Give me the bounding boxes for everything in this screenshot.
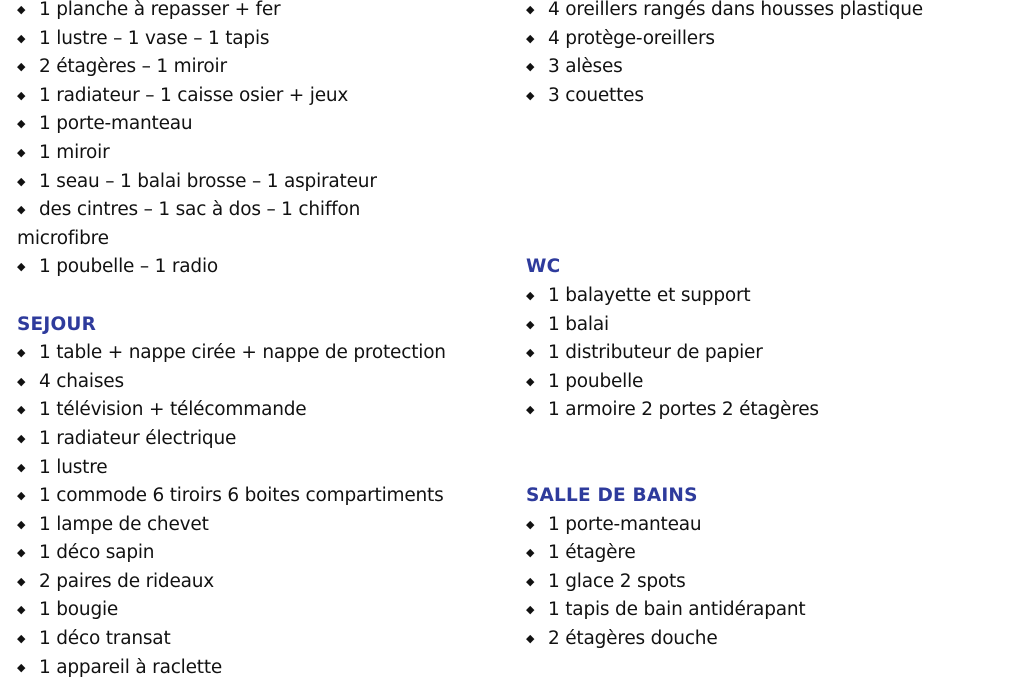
bullet-icon: ◆: [17, 374, 26, 388]
list-item-text: 1 porte-manteau: [548, 513, 702, 535]
list-item-text: 1 étagère: [548, 542, 636, 564]
bullet-icon: ◆: [17, 517, 26, 531]
list-item: [526, 53, 1016, 82]
list-item: [17, 654, 512, 682]
list-item: [17, 339, 512, 368]
bullet-icon: ◆: [17, 3, 26, 16]
list-item: [17, 368, 512, 397]
list-item: [526, 0, 1016, 25]
bullet-icon: ◆: [526, 517, 535, 531]
list-item-text: 1 table + nappe cirée + nappe de protection: [39, 342, 446, 364]
bullet-icon: ◆: [526, 346, 535, 360]
list-item: [17, 511, 512, 540]
bullet-icon: ◆: [17, 203, 26, 217]
bullet-icon: ◆: [17, 660, 26, 674]
list-item: [17, 454, 512, 483]
bullet-icon: ◆: [526, 317, 535, 331]
bullet-icon: ◆: [526, 374, 535, 388]
sejour-list: [17, 339, 512, 682]
list-item: [17, 25, 512, 54]
salle-de-bains-list: [526, 511, 1016, 654]
list-item: [526, 568, 1016, 597]
list-item-text: 1 commode 6 tiroirs 6 boites compartiments: [39, 485, 444, 507]
list-item-text: 1 déco transat: [39, 628, 171, 650]
list-item: [17, 110, 512, 139]
bullet-icon: ◆: [526, 546, 535, 560]
list-item-text: 3 alèses: [548, 56, 623, 78]
bullet-icon: ◆: [526, 632, 535, 646]
bullet-icon: ◆: [526, 403, 535, 417]
bullet-icon: ◆: [17, 117, 26, 131]
list-item: [17, 625, 512, 654]
bullet-icon: ◆: [17, 346, 26, 360]
list-item: [17, 425, 512, 454]
list-item: [526, 282, 1016, 311]
list-item: [526, 82, 1016, 111]
list-item: [526, 368, 1016, 397]
left-column: [17, 0, 512, 682]
list-item-text: 1 lustre – 1 vase – 1 tapis: [39, 27, 270, 49]
bullet-icon: ◆: [526, 574, 535, 588]
right-top-list: [526, 0, 1016, 110]
list-item: [17, 596, 512, 625]
section-heading-salle-de-bains: SALLE DE BAINS: [526, 485, 698, 507]
list-item-text: 1 balai: [548, 313, 609, 335]
list-item-text: 1 tapis de bain antidérapant: [548, 599, 806, 621]
list-item: [17, 396, 512, 425]
list-item-text: 2 étagères – 1 miroir: [39, 56, 227, 78]
list-item-continuation: microfibre: [17, 227, 109, 249]
list-item-text: 1 lampe de chevet: [39, 513, 209, 535]
list-item: [17, 139, 512, 168]
list-item-text: 1 miroir: [39, 141, 110, 163]
list-item: [526, 596, 1016, 625]
bullet-icon: ◆: [17, 603, 26, 617]
list-item-text: 4 protège-oreillers: [548, 27, 715, 49]
list-item: [17, 168, 512, 197]
bullet-icon: ◆: [526, 60, 535, 74]
list-item: [526, 339, 1016, 368]
bullet-icon: ◆: [526, 3, 535, 16]
list-item-text: 1 télévision + télécommande: [39, 399, 307, 421]
bullet-icon: ◆: [17, 546, 26, 560]
list-item-text: 2 étagères douche: [548, 628, 718, 650]
wc-list: [526, 282, 1016, 425]
list-item-text: 1 appareil à raclette: [39, 656, 223, 678]
list-item-text: 1 porte-manteau: [39, 113, 193, 135]
list-item-text: 1 balayette et support: [548, 284, 751, 306]
right-column: [526, 0, 1016, 654]
list-item: [526, 311, 1016, 340]
bullet-icon: ◆: [526, 603, 535, 617]
list-item: [526, 511, 1016, 540]
bullet-icon: ◆: [17, 145, 26, 159]
bullet-icon: ◆: [17, 489, 26, 503]
list-item-text: 1 déco sapin: [39, 542, 155, 564]
list-item-text: 4 chaises: [39, 370, 124, 392]
list-item-text: 1 armoire 2 portes 2 étagères: [548, 399, 819, 421]
list-item-text: 1 poubelle: [548, 370, 644, 392]
bullet-icon: ◆: [17, 31, 26, 45]
bullet-icon: ◆: [17, 574, 26, 588]
bullet-icon: ◆: [17, 174, 26, 188]
bullet-icon: ◆: [17, 260, 26, 274]
left-top-list: [17, 0, 512, 196]
list-item: [17, 568, 512, 597]
section-heading-sejour: SEJOUR: [17, 313, 97, 335]
section-heading-wc: WC: [526, 256, 561, 278]
list-item: [17, 82, 512, 111]
list-item: [17, 539, 512, 568]
bullet-icon: ◆: [526, 31, 535, 45]
list-item: [526, 539, 1016, 568]
list-item-text: 1 poubelle – 1 radio: [39, 256, 219, 278]
bullet-icon: ◆: [17, 88, 26, 102]
list-item-text: 1 seau – 1 balai brosse – 1 aspirateur: [39, 170, 377, 192]
list-item: [526, 396, 1016, 425]
list-item-text: 1 distributeur de papier: [548, 342, 763, 364]
list-item-text: des cintres – 1 sac à dos – 1 chiffon: [39, 199, 361, 221]
list-item-text: 1 bougie: [39, 599, 119, 621]
list-item: [17, 53, 512, 82]
list-item-text: 1 lustre: [39, 456, 108, 478]
list-item: [17, 482, 512, 511]
list-item-text: 4 oreillers rangés dans housses plastique: [548, 0, 923, 20]
bullet-icon: ◆: [17, 60, 26, 74]
list-item: [17, 196, 512, 225]
list-item-text: 3 couettes: [548, 84, 644, 106]
list-item-text: 1 radiateur – 1 caisse osier + jeux: [39, 84, 349, 106]
bullet-icon: ◆: [17, 403, 26, 417]
list-item-text: 1 planche à repasser + fer: [39, 0, 281, 20]
list-item: [17, 0, 512, 25]
list-item-text: 2 paires de rideaux: [39, 570, 215, 592]
bullet-icon: ◆: [17, 431, 26, 445]
list-item: [526, 625, 1016, 654]
bullet-icon: ◆: [526, 88, 535, 102]
list-item-text: 1 radiateur électrique: [39, 427, 237, 449]
list-item-text: 1 glace 2 spots: [548, 570, 686, 592]
list-item: [526, 25, 1016, 54]
bullet-icon: ◆: [526, 288, 535, 302]
bullet-icon: ◆: [17, 460, 26, 474]
list-item: [17, 253, 512, 282]
bullet-icon: ◆: [17, 632, 26, 646]
